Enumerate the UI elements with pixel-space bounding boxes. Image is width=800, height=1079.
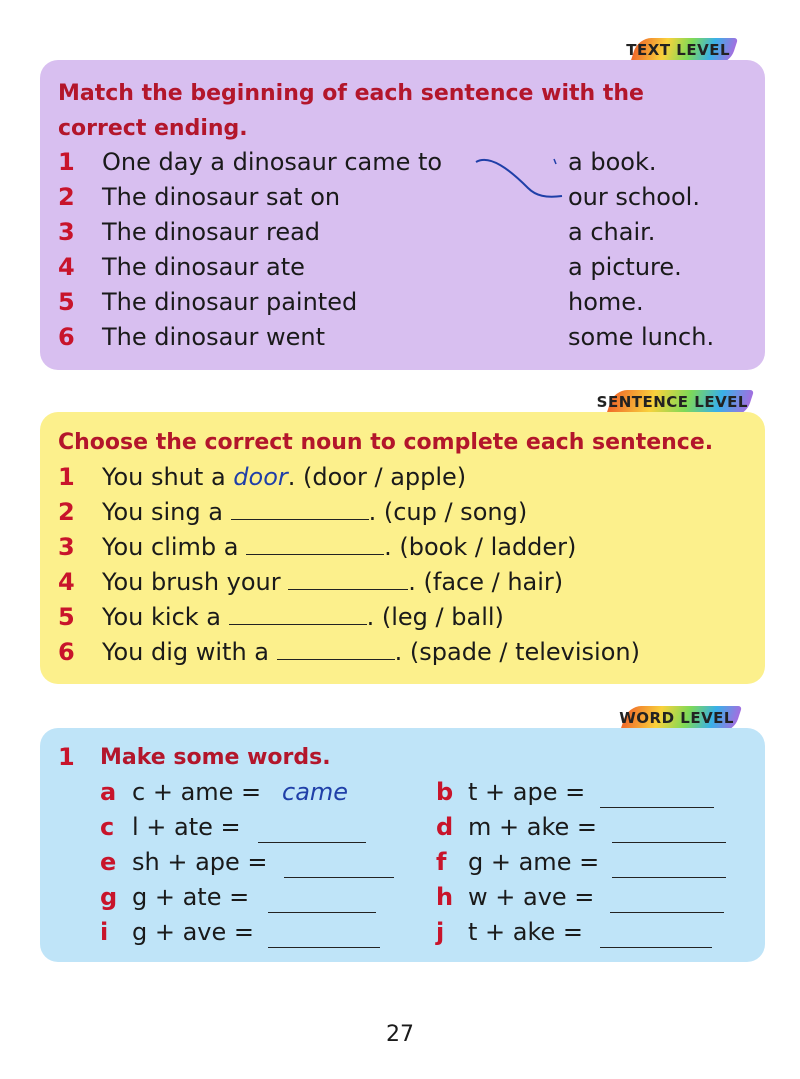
sentence-before: You sing a (102, 498, 231, 526)
sentence-after: . (face / hair) (408, 568, 564, 596)
word-letter: j (436, 918, 445, 946)
answer-blank[interactable] (277, 635, 395, 660)
sentence-text (102, 530, 576, 565)
word-expression: t + ape = (468, 778, 586, 806)
word-expression: g + ame = (468, 848, 600, 876)
match-start: The dinosaur went (102, 323, 325, 351)
sentence-text (102, 565, 563, 600)
match-number: 2 (58, 183, 75, 211)
sentence-number: 2 (58, 498, 75, 526)
match-number: 3 (58, 218, 75, 246)
sentence-level-tag-label: SENTENCE LEVEL (596, 393, 748, 411)
word-letter: h (436, 883, 454, 911)
sentence-text (102, 600, 504, 635)
sentence-before: You dig with a (102, 638, 277, 666)
sentence-number: 6 (58, 638, 75, 666)
sentence-number: 1 (58, 463, 75, 491)
match-start: The dinosaur ate (102, 253, 305, 281)
match-start: The dinosaur painted (102, 288, 358, 316)
word-letter: f (436, 848, 447, 876)
sentence-after: . (spade / television) (394, 638, 640, 666)
sentence-text (102, 635, 640, 670)
text-level-tag-label: TEXT LEVEL (626, 41, 730, 59)
answer-blank[interactable] (610, 888, 724, 913)
sentence-level-instruction: Choose the correct noun to complete each sentence. (58, 430, 714, 455)
word-level-number: 1 (58, 743, 75, 771)
sentence-number: 3 (58, 533, 75, 561)
match-end: a chair. (568, 218, 656, 246)
word-expression: sh + ape = (132, 848, 268, 876)
match-start: The dinosaur read (102, 218, 321, 246)
word-letter: a (100, 778, 117, 806)
sentence-after: . (cup / song) (368, 498, 528, 526)
word-expression: g + ate = (132, 883, 250, 911)
sentence-answer[interactable]: door (233, 463, 288, 491)
answer-blank[interactable] (258, 818, 366, 843)
sentence-after: . (leg / ball) (366, 603, 504, 631)
sentence-after: . (door / apple) (287, 463, 467, 491)
word-letter: e (100, 848, 117, 876)
match-end: some lunch. (568, 323, 715, 351)
word-letter: b (436, 778, 454, 806)
answer-blank[interactable] (231, 495, 369, 520)
answer-blank[interactable] (612, 853, 726, 878)
answer-blank[interactable] (288, 565, 408, 590)
sentence-number: 5 (58, 603, 75, 631)
sentence-number: 4 (58, 568, 75, 596)
sentence-before: You climb a (102, 533, 247, 561)
word-answer[interactable]: came (282, 778, 349, 806)
word-expression: g + ave = (132, 918, 255, 946)
answer-blank[interactable] (612, 818, 726, 843)
word-letter: i (100, 918, 109, 946)
word-expression: t + ake = (468, 918, 584, 946)
word-expression: w + ave = (468, 883, 595, 911)
word-letter: d (436, 813, 454, 841)
word-letter: c (100, 813, 115, 841)
sentence-text (102, 460, 466, 495)
match-number: 5 (58, 288, 75, 316)
text-level-instruction-line2: correct ending. (58, 116, 248, 141)
match-end: our school. (568, 183, 700, 211)
answer-blank[interactable] (268, 923, 380, 948)
text-level-instruction-line1: Match the beginning of each sentence with the (58, 81, 644, 106)
word-expression: l + ate = (132, 813, 241, 841)
page-number: 27 (386, 1022, 414, 1047)
sentence-after: . (book / ladder) (384, 533, 577, 561)
answer-blank[interactable] (246, 530, 384, 555)
answer-blank[interactable] (268, 888, 376, 913)
match-number: 1 (58, 148, 75, 176)
word-letter: g (100, 883, 118, 911)
sentence-before: You kick a (102, 603, 229, 631)
match-start: One day a dinosaur came to (102, 148, 443, 176)
answer-blank[interactable] (600, 783, 714, 808)
match-number: 4 (58, 253, 75, 281)
word-level-tag-label: WORD LEVEL (619, 709, 734, 727)
answer-blank[interactable] (229, 600, 367, 625)
match-end: a book. (568, 148, 657, 176)
word-expression: c + ame = (132, 778, 262, 806)
sentence-text (102, 495, 527, 530)
sentence-before: You brush your (102, 568, 289, 596)
match-number: 6 (58, 323, 75, 351)
match-start: The dinosaur sat on (102, 183, 341, 211)
match-connector-line (470, 150, 570, 210)
answer-blank[interactable] (600, 923, 712, 948)
word-level-instruction: Make some words. (100, 745, 331, 770)
match-end: a picture. (568, 253, 682, 281)
sentence-before: You shut a (102, 463, 234, 491)
match-end: home. (568, 288, 644, 316)
answer-blank[interactable] (284, 853, 394, 878)
word-expression: m + ake = (468, 813, 597, 841)
